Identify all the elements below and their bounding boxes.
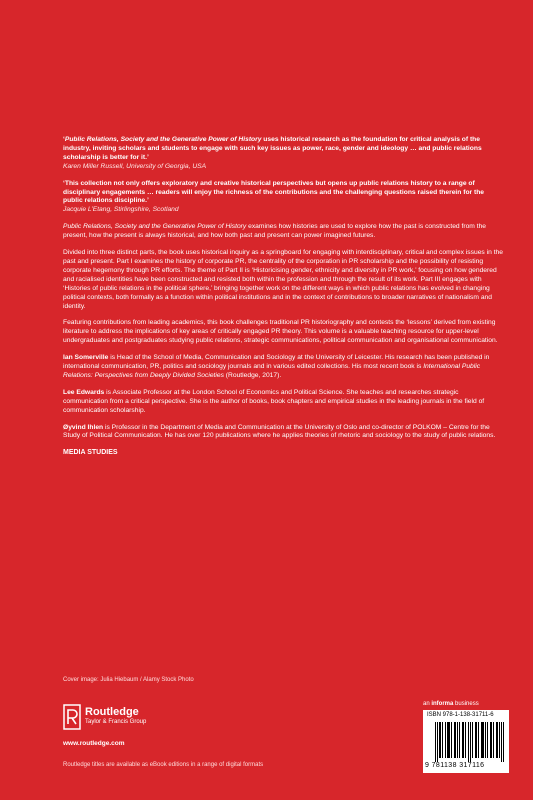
barcode-number: 9 781138 317116 bbox=[425, 762, 485, 769]
quote-attribution: Karen Miller Russell, University of Georgia, USA bbox=[63, 162, 207, 170]
publisher-group: Taylor & Francis Group bbox=[85, 719, 147, 725]
editor-name: Ian Somerville bbox=[63, 354, 109, 362]
bio-book-title: International Public Relations: Perspectives from Deeply Divided Societies bbox=[63, 363, 481, 379]
publisher-website[interactable]: www.routledge.com bbox=[63, 740, 125, 747]
editor-name: Øyvind Ihlen bbox=[63, 423, 104, 431]
editor-bio: Øyvind Ihlen is Professor in the Department of Media and Communication at the University of Oslo and co-director of POLKOM – Centre for the Study of Political Communication. He has over 120 publications where he applies theories of rhetoric and sociology to the study of public relations. bbox=[63, 423, 496, 440]
back-cover-text bbox=[63, 136, 503, 458]
description-book-title: Public Relations, Society and the Generative Power of History bbox=[63, 223, 247, 231]
barcode-icon bbox=[435, 722, 505, 762]
informa-business-tag: an informa business bbox=[423, 701, 479, 707]
editor-name: Lee Edwards bbox=[63, 388, 105, 396]
review-quote-2 bbox=[63, 180, 503, 216]
cover-image-credit: Cover image: Julia Hiebaum / Alamy Stock Photo bbox=[63, 677, 194, 683]
book-description bbox=[63, 223, 503, 346]
ebook-availability-note: Routledge titles are available as eBook editions in a range of digital formats bbox=[63, 762, 264, 768]
subject-category: MEDIA STUDIES bbox=[63, 449, 118, 457]
routledge-r-icon bbox=[63, 704, 81, 730]
editor-bio: Lee Edwards is Associate Professor at the London School of Economics and Political Science. She teaches and researches strategic communication from a critical perspective. She is the author of books, book chapters and empirical studies in the leading journals in the field of communication scholarship. bbox=[63, 388, 485, 414]
review-quote-1 bbox=[63, 136, 503, 172]
publisher-logo bbox=[63, 704, 203, 744]
publisher-name: Routledge bbox=[85, 706, 139, 718]
quote-attribution: Jacquie L’Etang, Stirlingshire, Scotland bbox=[63, 206, 179, 214]
description-paragraph: Featuring contributions from leading academics, this book challenges traditional PR historiography and contests the ‘lessons’ derived from existing literature to address the implications of key areas of critically engaged PR theory. This volume is a valuable teaching resource for upper-level undergraduates and postgraduates studying public relations, strategic communications, political communication and organisational communication. bbox=[63, 319, 498, 345]
quote-open-mark: ‘ bbox=[63, 136, 65, 143]
description-intro: Public Relations, Society and the Generative Power of History examines how histories are used to explore how the past is constructed from the present, how the present is always historical, and how both past and present can power imagined futures. bbox=[63, 223, 487, 240]
informa-brand: informa bbox=[431, 701, 454, 707]
editor-bio: Ian Somerville is Head of the School of Media, Communication and Sociology at the University of Leicester. His research has been published in international communication, PR, politics and sociology journals and in various edited collections. His most recent book is International Public Relations: Perspectives from Deeply Divided Societies (Routledge, 2017). bbox=[63, 354, 490, 379]
quote-book-title: Public Relations, Society and the Generative Power of History bbox=[64, 136, 262, 143]
description-paragraph: Divided into three distinct parts, the book uses historical inquiry as a springboard for engaging with interdisciplinary, critical and complex issues in the past and present. Part I examines the history of corporate PR, the centrality of the corporation in PR scholarship and the possibility of resisting corporate hegemony through PR efforts. The theme of Part II is ‘Historicising gender, ethnicity and diversity in PR work,’ focusing on how gendered and racialised identities have been constructed and resisted both within the profession and through the result of its work. Part III engages with ‘Histories of public relations in the political sphere,’ bringing together work on the different ways in which public relations has evolved in changing political contexts, both formally as a function within political institutions and in the context of contributions to broader narratives of nationalism and identity. bbox=[63, 249, 503, 310]
isbn-label: ISBN 978-1-138-31711-6 bbox=[427, 712, 494, 718]
quote-text: uses historical research as the foundation for critical analysis of the industry, inviting scholars and students to engage with such key issues as power, race, gender and ideology … and public relations scholarship is better for it.’ bbox=[63, 136, 482, 161]
editor-bios bbox=[63, 354, 503, 441]
quote-text: ‘This collection not only offers exploratory and creative historical perspectives but opens up public relations history to a range of disciplinary engagements … readers will enjoy the richness of the contributions and the challenging questions raised therein for the public relations discipline.’ bbox=[63, 179, 485, 205]
isbn-barcode bbox=[423, 710, 509, 773]
